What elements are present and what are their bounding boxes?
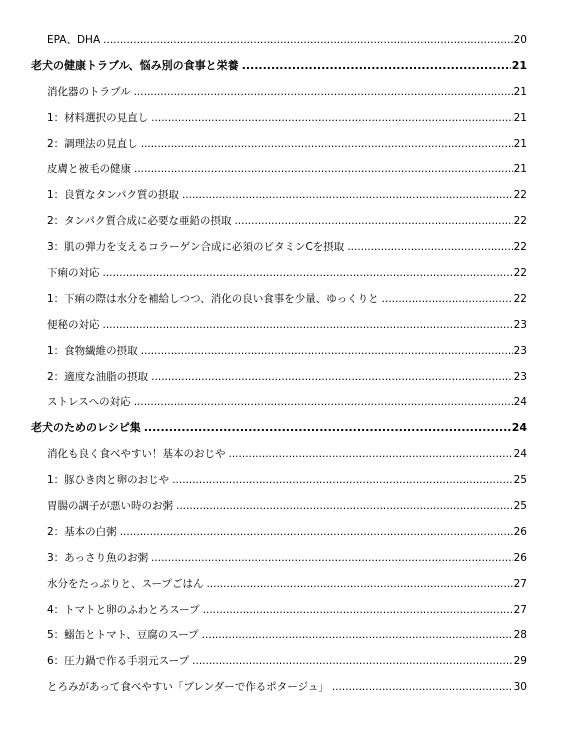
toc-entry-title: 2：基本の白粥 <box>47 525 117 538</box>
toc-entry-page: 24 <box>513 448 527 461</box>
toc-chapter-title: 老犬の健康トラブル、悩み別の食事と栄養 <box>31 58 239 72</box>
toc-entry-page: 22 <box>513 241 527 254</box>
toc-entry-page: 26 <box>513 525 527 538</box>
toc-entry-title: 消化器のトラブル <box>47 85 131 98</box>
toc-entry-page: 22 <box>513 189 527 202</box>
dot-leader <box>103 317 513 333</box>
toc-entry-page: 23 <box>513 318 527 331</box>
toc-entry-page: 24 <box>513 396 527 409</box>
toc-entry-title: ストレスへの対応 <box>47 396 131 409</box>
dot-leader <box>151 550 513 566</box>
dot-leader <box>103 32 512 48</box>
toc-entry[interactable] <box>0 265 561 291</box>
toc-entry-title: 1：豚ひき肉と卵のおじや <box>47 474 170 487</box>
toc-entry-page: 28 <box>513 629 527 642</box>
dot-leader <box>182 187 513 203</box>
toc-entry[interactable] <box>0 213 561 239</box>
toc-entry-title: 1：良質なタンパク質の摂取 <box>47 189 179 202</box>
toc-entry-title: とろみがあって食べやすい「ブレンダーで作るポタージュ」 <box>47 681 329 694</box>
toc-entry-page: 23 <box>513 370 527 383</box>
toc-entry[interactable] <box>0 472 561 498</box>
toc-entry-title: 皮膚と被毛の健康 <box>47 163 131 176</box>
dot-leader <box>234 213 512 229</box>
dot-leader <box>151 369 512 385</box>
toc-entry-title: EPA、DHA <box>47 34 101 46</box>
dot-leader <box>192 653 512 669</box>
toc-entry-page: 27 <box>513 577 527 590</box>
toc-entry[interactable] <box>0 653 561 679</box>
toc-entry-title: 4：トマトと卵のふわとろスープ <box>47 603 200 616</box>
toc-entry-title: 胃腸の調子が悪い時のお粥 <box>47 500 173 513</box>
toc-entry[interactable] <box>0 317 561 343</box>
toc-entry-title: 2：適度な油脂の摂取 <box>47 370 149 383</box>
toc-entry[interactable] <box>0 498 561 524</box>
toc-entry-title: 2：タンパク質合成に必要な亜鉛の摂取 <box>47 215 232 228</box>
toc-entry[interactable] <box>0 679 561 705</box>
toc-entry-page: 25 <box>513 474 527 487</box>
toc-entry[interactable] <box>0 446 561 472</box>
toc-chapter-page: 21 <box>511 58 527 72</box>
dot-leader <box>332 679 513 695</box>
dot-leader <box>202 627 513 643</box>
toc-entry-page: 21 <box>513 163 527 176</box>
toc-entry[interactable] <box>0 161 561 187</box>
toc-chapter-page: 24 <box>511 421 527 435</box>
toc-entry-page: 25 <box>513 500 527 513</box>
toc-entry[interactable] <box>0 84 561 110</box>
toc-entry-title: 消化も良く食べやすい！基本のおじや <box>47 448 226 461</box>
toc-entry[interactable] <box>0 369 561 395</box>
dot-leader <box>134 84 513 100</box>
dot-leader <box>229 446 513 462</box>
dot-leader <box>206 576 512 592</box>
toc-entry[interactable] <box>0 576 561 602</box>
toc-entry-page: 26 <box>513 551 527 564</box>
toc-chapter-title: 老犬のためのレシピ集 <box>31 421 141 435</box>
toc-chapter-entry[interactable] <box>0 58 561 84</box>
toc-entry[interactable] <box>0 239 561 265</box>
toc-entry[interactable] <box>0 110 561 136</box>
toc-entry-title: 3：肌の弾力を支えるコラーゲン合成に必須のビタミンCを摂取 <box>47 241 345 254</box>
dot-leader <box>176 498 513 514</box>
dot-leader <box>103 265 513 281</box>
toc-entry[interactable] <box>0 136 561 162</box>
toc-entry[interactable] <box>0 187 561 213</box>
dot-leader <box>120 524 513 540</box>
dot-leader <box>382 291 513 307</box>
toc-entry[interactable] <box>0 524 561 550</box>
toc-entry-title: 2：調理法の見直し <box>47 137 138 150</box>
dot-leader <box>151 110 512 126</box>
toc-entry[interactable] <box>0 291 561 317</box>
toc-entry-title: 1：材料選択の見直し <box>47 111 149 124</box>
toc-entry-page: 21 <box>513 111 527 124</box>
toc-entry[interactable] <box>0 602 561 628</box>
dot-leader <box>347 239 512 255</box>
toc-entry-page: 30 <box>513 681 527 694</box>
toc-entry-page: 23 <box>513 344 527 357</box>
toc-chapter-entry[interactable] <box>0 420 561 446</box>
toc-entry-title: 1：食物繊維の摂取 <box>47 344 138 357</box>
dot-leader <box>203 602 513 618</box>
dot-leader <box>144 420 511 436</box>
toc-entry-title: 水分をたっぷりと、スープごはん <box>47 577 204 590</box>
dot-leader <box>242 58 511 74</box>
toc-entry[interactable] <box>0 32 561 58</box>
table-of-contents <box>0 32 561 705</box>
toc-entry-page: 22 <box>513 267 527 280</box>
toc-entry[interactable] <box>0 394 561 420</box>
toc-entry-title: 3：あっさり魚のお粥 <box>47 551 149 564</box>
toc-entry-title: 1：下痢の際は水分を補給しつつ、消化の良い食事を少量、ゆっくりと <box>47 292 379 305</box>
toc-entry-page: 27 <box>513 603 527 616</box>
toc-entry-page: 29 <box>513 655 527 668</box>
toc-entry[interactable] <box>0 343 561 369</box>
toc-entry-page: 20 <box>513 34 527 46</box>
toc-entry-page: 21 <box>513 137 527 150</box>
toc-entry[interactable] <box>0 627 561 653</box>
dot-leader <box>134 394 513 410</box>
toc-entry-title: 下痢の対応 <box>47 267 100 280</box>
dot-leader <box>172 472 512 488</box>
toc-entry[interactable] <box>0 550 561 576</box>
dot-leader <box>141 343 513 359</box>
toc-entry-title: 便秘の対応 <box>47 318 100 331</box>
dot-leader <box>134 161 513 177</box>
toc-entry-page: 22 <box>513 215 527 228</box>
toc-entry-page: 22 <box>513 292 527 305</box>
toc-entry-page: 21 <box>513 85 527 98</box>
dot-leader <box>141 136 513 152</box>
toc-entry-title: 5：鰯缶とトマト、豆腐のスープ <box>47 629 199 642</box>
toc-entry-title: 6：圧力鍋で作る手羽元スープ <box>47 655 190 668</box>
